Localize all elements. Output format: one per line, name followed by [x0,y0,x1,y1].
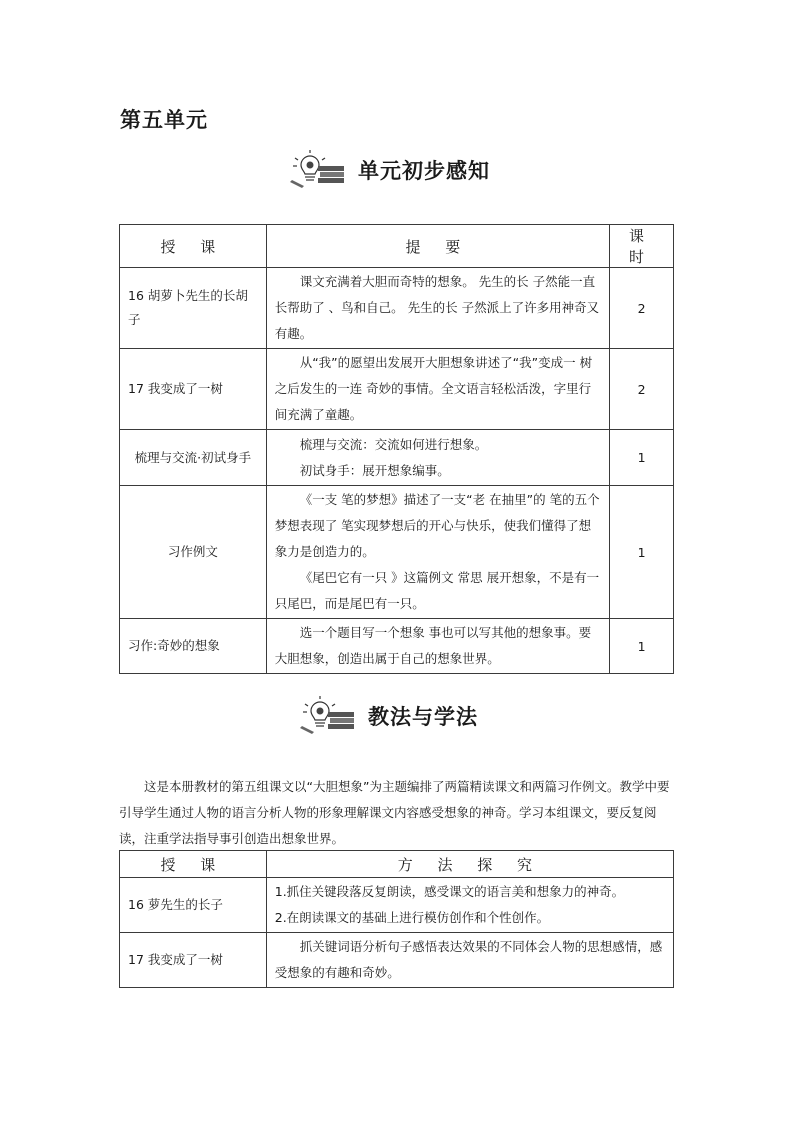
header-cell: 方 法 探 究 [266,851,673,878]
lightbulb-books-icon [290,150,350,190]
summary-text: 梳理与交流：交流如何进行想象。 [299,436,488,452]
method-text: 2.在朗读课文的基础上进行模仿创作和个性创作。 [274,910,550,925]
summary-cell [266,486,609,619]
summary-cell [266,619,609,674]
lightbulb-books-icon [300,696,360,736]
table-row [120,349,674,430]
lesson-cell: 梳理与交流·初试身手 [120,430,267,486]
methods-table [119,850,674,988]
summary-text: 选一个题目写一个想象 事也可以写其他的想象事。要大胆想象，创造出属于自己的想象世界。 [274,625,592,666]
unit-title: 第五单元 [120,107,208,132]
perception-table [119,224,674,674]
method-text: 1.抓住关键段落反复朗读，感受课文的语言美和想象力的神奇。 [274,884,625,899]
table-row [120,430,674,486]
methods-cell [266,878,673,933]
section-title: 单元初步感知 [358,158,490,183]
summary-text: 《尾巴它有一只 》这篇例文 常思 展开想象，不是有一只尾巴，而是尾巴有一只。 [274,570,600,611]
section-title: 教法与学法 [368,704,478,729]
table-row [120,619,674,674]
header-cell: 授 课 [120,225,267,268]
table-row [120,933,674,988]
table-header-row [120,851,674,878]
lesson-cell: 习作:奇妙的想象 [120,619,267,674]
summary-text: 《一支 笔的梦想》描述了一支“老 在抽里”的 笔的五个梦想表现了 笔实现梦想后的开心与快乐，使我们懂得了想象力是创造力的。 [274,492,600,559]
header-cell: 授 课 [120,851,267,878]
period-cell: 1 [610,619,674,674]
period-cell: 1 [610,430,674,486]
table-header-row [120,225,674,268]
lesson-cell: 17 我变成了一树 [120,349,267,430]
lesson-cell: 16 胡萝卜先生的长胡子 [120,268,267,349]
section-heading-perception [290,150,490,190]
period-cell: 2 [610,268,674,349]
lesson-cell: 16 萝先生的长子 [120,878,267,933]
summary-cell [266,268,609,349]
period-cell: 1 [610,486,674,619]
summary-text: 从“我”的愿望出发展开大胆想象讲述了“我”变成一 树之后发生的一连 奇妙的事情。全文语言轻松活泼，字里行间充满了童趣。 [274,355,593,422]
lesson-cell: 习作例文 [120,486,267,619]
summary-text: 初试身手：展开想象编事。 [299,462,450,478]
table-row [120,878,674,933]
table-row [120,486,674,619]
table-row [120,268,674,349]
section-heading-methods [300,696,478,736]
summary-cell [266,430,609,486]
summary-text: 课文充满着大胆而奇特的想象。 先生的长 子然能一直长帮助了 、鸟和自己。 先生的长 子然派上了许多用神奇又有趣。 [274,274,600,341]
intro-paragraph: 这是本册教材的第五组课文以“大胆想象”为主题编排了两篇精读课文和两篇习作例文。教学中要引导学生通过人物的语言分析人物的形象理解课文内容感受想象的神奇。学习本组课文，要反复阅读，注重学法指导事引创造出想象世界。 [119,779,670,846]
methods-cell [266,933,673,988]
method-text: 抓关键词语分析句子感悟表达效果的不同体会人物的思想感情，感受想象的有趣和奇妙。 [274,939,663,980]
lesson-cell: 17 我变成了一树 [120,933,267,988]
header-cell: 提 要 [266,225,609,268]
summary-cell [266,349,609,430]
header-cell: 课 时 [610,225,674,268]
period-cell: 2 [610,349,674,430]
